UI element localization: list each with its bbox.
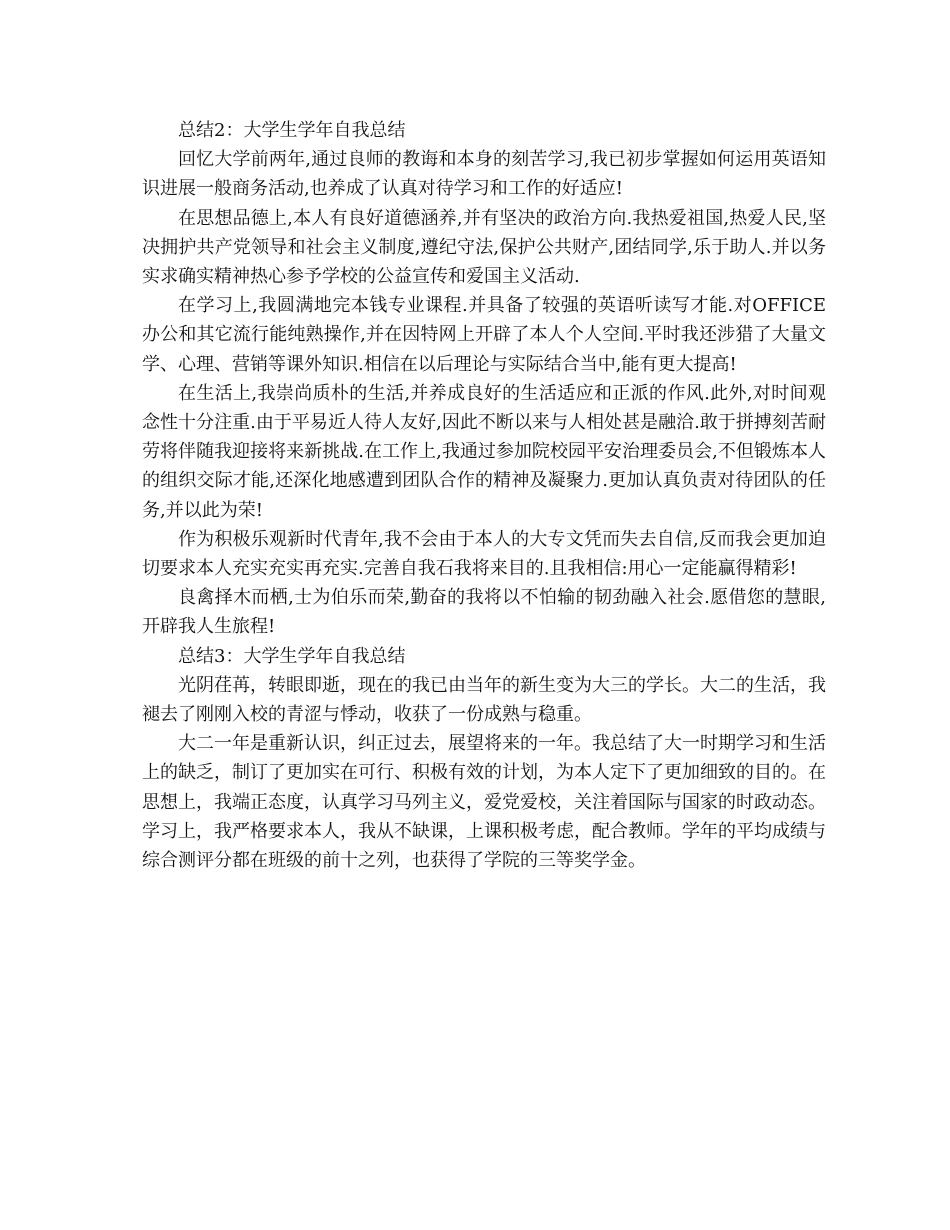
- paragraph: 在生活上,我崇尚质朴的生活,并养成良好的生活适应和正派的作风.此外,对时间观念性十分注重.由于平易近人待人友好,因此不断以来与人相处甚是融洽.敢于拼搏刻苦耐劳将伴随我迎接将来新挑战.在工作上,我通过参加院校园平安治理委员会,不但锻炼本人的组织交际才能,还深化地感遭到团队合作的精神及凝聚力.更加认真负责对待团队的任务,并以此为荣!: [142, 382, 826, 521]
- paragraph: 光阴荏苒，转眼即逝，现在的我已由当年的新生变为大三的学长。大二的生活，我褪去了刚刚入校的青涩与悸动，收获了一份成熟与稳重。: [142, 674, 826, 726]
- paragraph: 良禽择木而栖,士为伯乐而荣,勤奋的我将以不怕输的韧劲融入社会.愿借您的慧眼,开辟我人生旅程!: [142, 587, 826, 638]
- paragraph: 回忆大学前两年,通过良师的教诲和本身的刻苦学习,我已初步掌握如何运用英语知识进展一般商务活动,也养成了认真对待学习和工作的好适应!: [142, 149, 826, 200]
- paragraph: 在思想品德上,本人有良好道德涵养,并有坚决的政治方向.我热爱祖国,热爱人民,坚决拥护共产党领导和社会主义制度,遵纪守法,保护公共财产,团结同学,乐于助人.并以务实求确实精神热心参予学校的公益宣传和爱国主义活动.: [142, 207, 826, 288]
- paragraph: 作为积极乐观新时代青年,我不会由于本人的大专文凭而失去自信,反而我会更加迫切要求本人充实充实再充实.完善自我石我将来目的.且我相信:用心一定能赢得精彩!: [142, 528, 826, 580]
- paragraph: 大二一年是重新认识，纠正过去，展望将来的一年。我总结了大一时期学习和生活上的缺乏，制订了更加实在可行、积极有效的计划，为本人定下了更加细致的目的。在思想上，我端正态度，认真学习马列主义，爱党爱校，关注着国际与国家的时政动态。学习上，我严格要求本人，我从不缺课，上课积极考虑，配合教师。学年的平均成绩与综合测评分都在班级的前十之列，也获得了学院的三等奖学金。: [142, 733, 826, 872]
- section-heading-2: 总结2：大学生学年自我总结: [178, 120, 406, 141]
- paragraph: 在学习上,我圆满地完本钱专业课程.并具备了较强的英语听读写才能.对OFFICE办公和其它流行能纯熟操作,并在因特网上开辟了本人个人空间.平时我还涉猎了大量文学、心理、营销等课外知识.相信在以后理论与实际结合当中,能有更大提高!: [142, 295, 826, 375]
- section-heading-3: 总结3：大学生学年自我总结: [178, 645, 406, 667]
- document-body: [142, 116, 826, 875]
